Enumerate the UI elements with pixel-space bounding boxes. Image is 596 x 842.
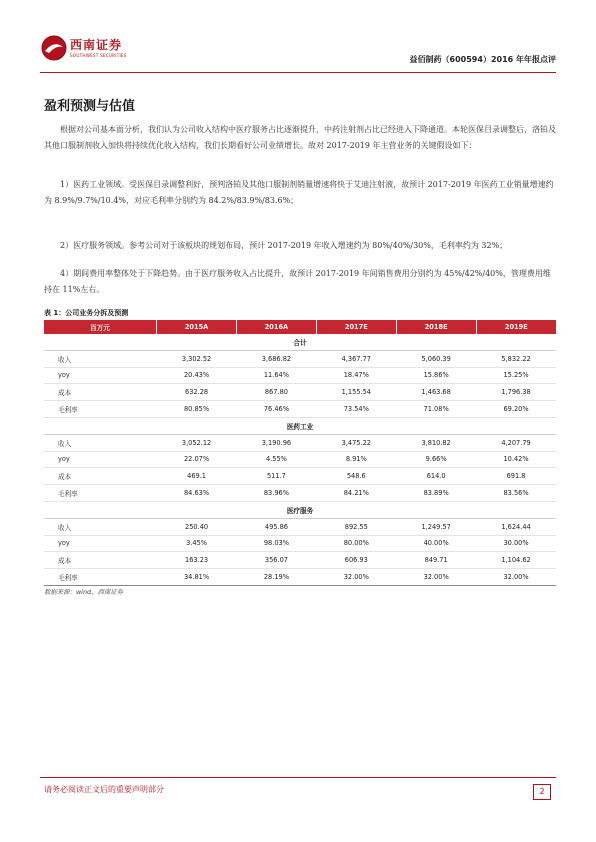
- table-row-label: 收入: [44, 350, 157, 367]
- table-cell: 80.00%: [316, 535, 396, 552]
- paragraph-pharma: 1）医药工业领域。受医保目录调整利好，预判洛铂及其他口服制剂销量增速将快于艾迪注射液，故预计 2017-2019 年医药工业销量增速约为 8.9%/9.7%/10.4%，对应毛利率分别约为 84.2%/83.9%/83.6%；: [44, 180, 554, 205]
- table-cell: 32.00%: [476, 569, 556, 586]
- table-cell: 250.40: [157, 518, 237, 535]
- table-row: [44, 401, 556, 418]
- header-divider: [40, 72, 556, 73]
- table-row-label: yoy: [44, 367, 157, 384]
- disclaimer-note: 请务必阅读正文后的重要声明部分: [44, 785, 164, 794]
- table-group-row: [44, 501, 556, 518]
- table-cell: 3,686.82: [237, 350, 317, 367]
- table-row-label: 成本: [44, 384, 157, 401]
- table-row-label: 成本: [44, 552, 157, 569]
- header-2017e: 2017E: [316, 320, 396, 334]
- table-cell: 163.23: [157, 552, 237, 569]
- paragraph-intro: 根据对公司基本面分析，我们认为公司收入结构中医疗服务占比逐渐提升，中药注射剂占比已经进入下降通道。本轮医保目录调整后，洛铂及其他口服制剂收入加快将持续优化收入结构，我们长期看好公司业绩增长。故对 2017-2019 年主营业务的关键假设如下：: [44, 125, 556, 150]
- table-cell: 3,190.96: [237, 434, 317, 451]
- table-cell: 18.47%: [316, 367, 396, 384]
- table-cell: 849.71: [396, 552, 476, 569]
- table-cell: 83.56%: [476, 485, 556, 502]
- table-cell: 84.21%: [316, 485, 396, 502]
- table-cell: 469.1: [157, 468, 237, 485]
- table-cell: 9.66%: [396, 451, 476, 468]
- table-row: [44, 367, 556, 384]
- table-cell: 1,463.68: [396, 384, 476, 401]
- table-cell: 1,624.44: [476, 518, 556, 535]
- table-cell: 32.00%: [396, 569, 476, 586]
- table-row-label: 成本: [44, 468, 157, 485]
- table-row-label: 毛利率: [44, 401, 157, 418]
- table-cell: 8.91%: [316, 451, 396, 468]
- table-row-label: 收入: [44, 518, 157, 535]
- footer-divider: [40, 777, 556, 778]
- table-cell: 606.93: [316, 552, 396, 569]
- table-cell: 691.8: [476, 468, 556, 485]
- table-cell: 548.6: [316, 468, 396, 485]
- table-row: [44, 468, 556, 485]
- table-cell: 1,104.62: [476, 552, 556, 569]
- table-group-label: 合计: [44, 334, 556, 350]
- table-row: [44, 434, 556, 451]
- table-cell: 28.19%: [237, 569, 317, 586]
- table-row-label: 毛利率: [44, 569, 157, 586]
- logo-emblem-icon: [40, 34, 68, 62]
- table-row-label: yoy: [44, 451, 157, 468]
- report-title: 益佰制药（600594）2016 年年报点评: [409, 55, 556, 64]
- table-cell: 614.0: [396, 468, 476, 485]
- table-cell: 4,207.79: [476, 434, 556, 451]
- header-2019e: 2019E: [476, 320, 556, 334]
- table-cell: 83.89%: [396, 485, 476, 502]
- table-cell: 356.07: [237, 552, 317, 569]
- header-2015a: 2015A: [157, 320, 237, 334]
- table-row: [44, 569, 556, 586]
- table-cell: 22.07%: [157, 451, 237, 468]
- table-cell: 10.42%: [476, 451, 556, 468]
- company-logo: [40, 34, 180, 64]
- table-cell: 1,249.57: [396, 518, 476, 535]
- table-cell: 1,796.38: [476, 384, 556, 401]
- table-cell: 4.55%: [237, 451, 317, 468]
- header-2018e: 2018E: [396, 320, 476, 334]
- logo-text-cn: 西南证券: [70, 38, 123, 52]
- table-cell: 76.46%: [237, 401, 317, 418]
- table-cell: 40.00%: [396, 535, 476, 552]
- logo-text-en: SOUTHWEST SECURITIES: [70, 53, 127, 58]
- table-cell: 892.55: [316, 518, 396, 535]
- table-cell: 15.25%: [476, 367, 556, 384]
- table-cell: 632.28: [157, 384, 237, 401]
- business-forecast-table: [44, 320, 556, 586]
- table-cell: 867.80: [237, 384, 317, 401]
- table-cell: 495.86: [237, 518, 317, 535]
- table-cell: 1,155.54: [316, 384, 396, 401]
- table-header-row: [44, 320, 556, 334]
- paragraph-expenses: 4）期间费用率整体处于下降趋势。由于医疗服务收入占比提升，故预计 2017-2019 年间销售费用分别约为 45%/42%/40%，管理费用维持在 11%左右。: [44, 269, 551, 294]
- header-unit: 百万元: [44, 320, 157, 334]
- table-cell: 80.85%: [157, 401, 237, 418]
- table-cell: 34.81%: [157, 569, 237, 586]
- table-cell: 83.96%: [237, 485, 317, 502]
- table-row: [44, 350, 556, 367]
- table-cell: 3.45%: [157, 535, 237, 552]
- header-2016a: 2016A: [237, 320, 317, 334]
- table-row-label: 毛利率: [44, 485, 157, 502]
- table-row: [44, 485, 556, 502]
- page-header: [40, 28, 556, 72]
- table-cell: 5,832.22: [476, 350, 556, 367]
- page-number: 2: [533, 784, 551, 800]
- table-cell: 511.7: [237, 468, 317, 485]
- table-row-label: yoy: [44, 535, 157, 552]
- table-cell: 11.64%: [237, 367, 317, 384]
- table-cell: 71.08%: [396, 401, 476, 418]
- table-row: [44, 451, 556, 468]
- paragraph-medical-service: 2）医疗服务领域。参考公司对于该板块的规划布局，预计 2017-2019 年收入增速约为 80%/40%/30%，毛利率约为 32%；: [60, 241, 508, 250]
- table-cell: 73.54%: [316, 401, 396, 418]
- table-row-label: 收入: [44, 434, 157, 451]
- section-title: 盈利预测与估值: [44, 99, 136, 114]
- table-cell: 84.63%: [157, 485, 237, 502]
- table-row: [44, 535, 556, 552]
- table-cell: 3,475.22: [316, 434, 396, 451]
- table-cell: 3,052.12: [157, 434, 237, 451]
- table-cell: 3,810.82: [396, 434, 476, 451]
- table-group-label: 医疗服务: [44, 501, 556, 518]
- table-row: [44, 384, 556, 401]
- table-cell: 20.43%: [157, 367, 237, 384]
- table-cell: 15.86%: [396, 367, 476, 384]
- table-cell: 3,302.52: [157, 350, 237, 367]
- table-caption: 表 1：公司业务分拆及预测: [44, 309, 129, 317]
- table-cell: 30.00%: [476, 535, 556, 552]
- table-group-row: [44, 417, 556, 434]
- table-cell: 4,367.77: [316, 350, 396, 367]
- table-row: [44, 518, 556, 535]
- table-cell: 69.20%: [476, 401, 556, 418]
- table-group-row: [44, 334, 556, 350]
- table-cell: 32.00%: [316, 569, 396, 586]
- table-row: [44, 552, 556, 569]
- table-group-label: 医药工业: [44, 417, 556, 434]
- data-source: 数据来源：wind、西南证券: [44, 588, 124, 596]
- table-cell: 5,060.39: [396, 350, 476, 367]
- table-cell: 98.03%: [237, 535, 317, 552]
